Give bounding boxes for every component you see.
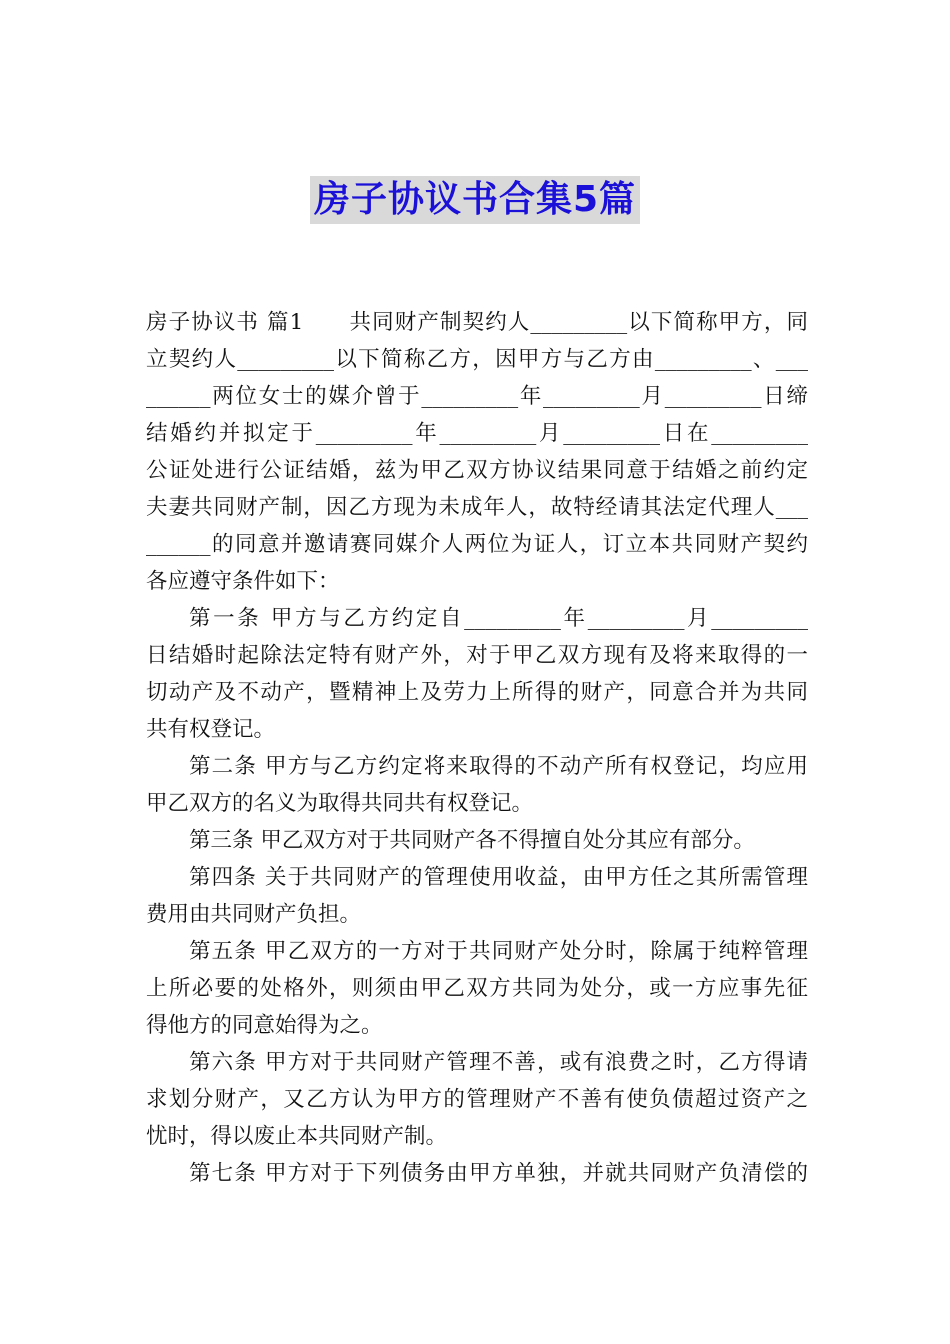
document-body — [146, 304, 808, 1192]
text-line: ______的同意并邀请赛同媒介人两位为证人，订立本共同财产契约 — [146, 532, 808, 557]
text-line: 共有权登记。 — [146, 717, 276, 742]
text-line: 得他方的同意始得为之。 — [146, 1013, 383, 1038]
text-line: 切动产及不动产，暨精神上及劳力上所得的财产，同意合并为共同 — [146, 680, 808, 705]
text-line: 立契约人_________以下简称乙方，因甲方与乙方由_________、___ — [146, 347, 808, 372]
text-line: 忧时，得以废止本共同财产制。 — [146, 1124, 448, 1149]
text-line: 第七条 甲方对于下列债务由甲方单独，并就共同财产负清偿的 — [189, 1161, 808, 1186]
text-line: 求划分财产，又乙方认为甲方的管理财产不善有使负债超过资产之 — [146, 1087, 808, 1112]
text-line: ______两位女士的媒介曾于_________年_________月_________日缔 — [146, 384, 808, 409]
text-line: 第二条 甲方与乙方约定将来取得的不动产所有权登记，均应用 — [189, 754, 808, 779]
document-title: 房子协议书合集5篇 — [310, 176, 640, 224]
title-container — [0, 176, 950, 224]
text-line: 甲乙双方的名义为取得共同共有权登记。 — [146, 791, 534, 816]
text-line: 第四条 关于共同财产的管理使用收益，由甲方任之其所需管理 — [189, 865, 808, 890]
text-line: 公证处进行公证结婚，兹为甲乙双方协议结果同意于结婚之前约定 — [146, 458, 808, 483]
text-line: 第六条 甲方对于共同财产管理不善，或有浪费之时，乙方得请 — [189, 1050, 808, 1075]
text-line: 上所必要的处格外，则须由甲乙双方共同为处分，或一方应事先征 — [146, 976, 808, 1001]
text-line: 第五条 甲乙双方的一方对于共同财产处分时，除属于纯粹管理 — [189, 939, 808, 964]
text-line: 各应遵守条件如下： — [146, 569, 340, 594]
text-line: 夫妻共同财产制，因乙方现为未成年人，故特经请其法定代理人___ — [146, 495, 808, 520]
text-line: 第一条 甲方与乙方约定自_________年_________月_________ — [189, 606, 808, 631]
text-line: 房子协议书 篇1 共同财产制契约人_________以下简称甲方，同 — [146, 310, 808, 335]
text-line: 第三条 甲乙双方对于共同财产各不得擅自处分其应有部分。 — [189, 828, 755, 853]
text-line: 结婚约并拟定于_________年_________月_________日在_________ — [146, 421, 808, 446]
text-line: 费用由共同财产负担。 — [146, 902, 362, 927]
text-line: 日结婚时起除法定特有财产外，对于甲乙双方现有及将来取得的一 — [146, 643, 808, 668]
